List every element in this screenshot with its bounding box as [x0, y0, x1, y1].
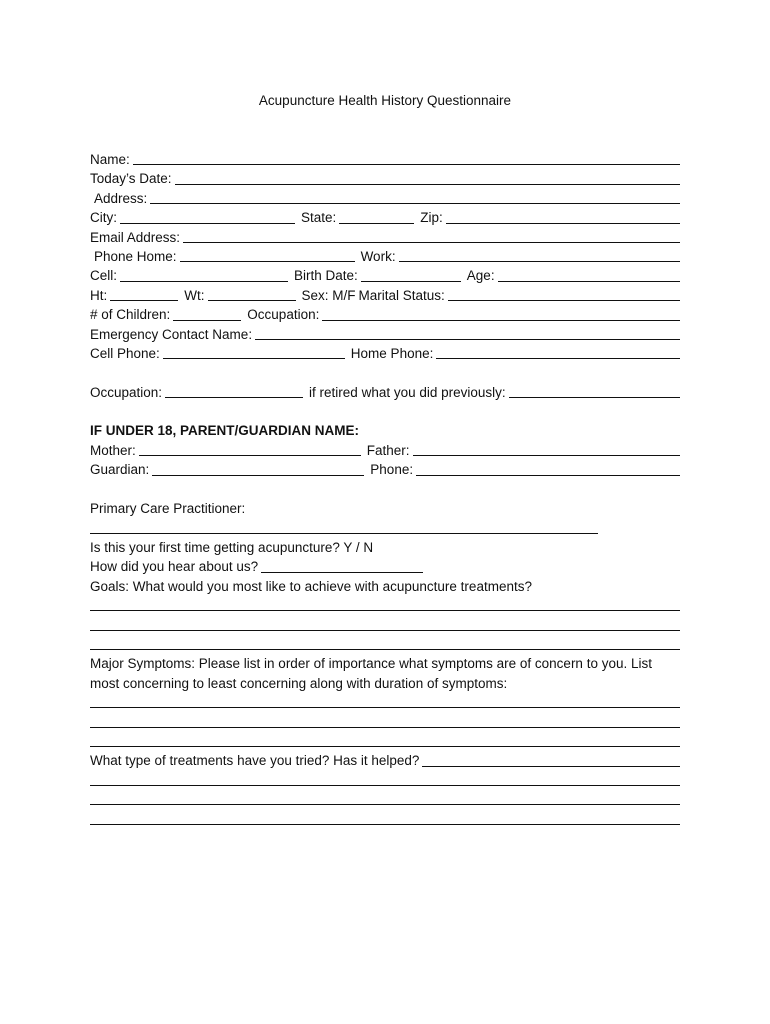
sex-label: Sex: M/F [301, 287, 356, 303]
marital-status-label: Marital Status: [358, 287, 445, 303]
goals-line-3[interactable] [90, 636, 680, 650]
email-line[interactable] [183, 229, 680, 243]
state-line[interactable] [339, 210, 414, 224]
hear-about-row [90, 557, 680, 576]
guardian-line[interactable] [152, 462, 364, 476]
mother-label: Mother: [90, 442, 136, 458]
name-label: Name: [90, 152, 130, 167]
goals-line-2[interactable] [90, 617, 680, 631]
home-phone-label: Home Phone: [350, 345, 434, 361]
emergency-contact-line[interactable] [255, 326, 680, 340]
zip-label: Zip: [420, 210, 443, 226]
home-phone-line[interactable] [436, 345, 680, 359]
wt-line[interactable] [208, 287, 296, 301]
first-time-row [90, 538, 680, 557]
hear-about-label: How did you hear about us? [90, 559, 259, 575]
marital-status-line[interactable] [448, 287, 680, 301]
wt-label: Wt: [184, 287, 205, 303]
symptoms-line-2[interactable] [90, 714, 680, 728]
cell-phone-row [90, 344, 680, 363]
occupation2-row [90, 383, 680, 402]
goals-row [90, 577, 680, 596]
hear-about-line[interactable] [261, 559, 423, 573]
guardian-row [90, 460, 680, 479]
occupation2-label: Occupation: [90, 384, 163, 400]
primary-care-line[interactable] [90, 520, 598, 534]
todays-date-label: Today’s Date: [90, 171, 172, 187]
symptoms-line-1[interactable] [90, 694, 680, 708]
first-time-label: Is this your first time getting acupuncture? Y / N [90, 539, 374, 555]
treatments-row [90, 751, 680, 770]
work-line[interactable] [399, 248, 680, 262]
goals-label: Goals: What would you most like to achieve with acupuncture treatments? [90, 578, 532, 594]
retired-line[interactable] [509, 384, 680, 398]
phone-line[interactable] [416, 462, 680, 476]
birth-date-line[interactable] [361, 268, 461, 282]
mother-line[interactable] [139, 442, 361, 456]
treatments-label: What type of treatments have you tried? Has it helped? [90, 753, 420, 769]
cell-row [90, 266, 680, 285]
symptoms-label-2: most concerning to least concerning along with duration of symptoms: [90, 675, 508, 691]
email-label: Email Address: [90, 229, 181, 245]
name-row [90, 150, 680, 169]
age-line[interactable] [498, 268, 680, 282]
state-label: State: [301, 210, 337, 226]
children-row [90, 305, 680, 324]
occupation-label: Occupation: [247, 307, 320, 323]
children-line[interactable] [173, 307, 241, 321]
email-row [90, 228, 680, 247]
document-title: Acupuncture Health History Questionnaire [258, 93, 512, 108]
symptoms-row-1 [90, 654, 680, 673]
occupation-line[interactable] [322, 307, 680, 321]
city-label: City: [90, 210, 117, 226]
symptoms-line-3[interactable] [90, 733, 680, 747]
birth-date-label: Birth Date: [294, 268, 358, 284]
children-label: # of Children: [90, 307, 171, 323]
ht-wt-row [90, 286, 680, 305]
father-line[interactable] [413, 442, 680, 456]
todays-date-row [90, 169, 680, 188]
retired-label: if retired what you did previously: [309, 384, 506, 400]
form-fields [90, 150, 680, 829]
goals-line-1[interactable] [90, 597, 680, 611]
cell-phone-label: Cell Phone: [90, 345, 160, 361]
phone-home-label: Phone Home: [94, 248, 177, 264]
phone-label: Phone: [370, 462, 414, 478]
phone-home-row [90, 247, 680, 266]
age-label: Age: [466, 268, 495, 284]
treatments-line[interactable] [422, 753, 680, 767]
ht-label: Ht: [90, 287, 108, 303]
todays-date-line[interactable] [175, 171, 680, 185]
guardian-label: Guardian: [90, 462, 150, 478]
zip-line[interactable] [446, 210, 680, 224]
work-label: Work: [360, 248, 396, 264]
under18-row [90, 421, 680, 440]
under18-heading: IF UNDER 18, PARENT/GUARDIAN NAME: [90, 423, 360, 439]
mother-row [90, 441, 680, 460]
treatments-line-3[interactable] [90, 811, 680, 825]
primary-care-line-row [90, 518, 680, 537]
ht-line[interactable] [110, 287, 178, 301]
occupation2-line[interactable] [165, 384, 303, 398]
emergency-contact-label: Emergency Contact Name: [90, 326, 253, 342]
symptoms-row-2 [90, 674, 680, 693]
address-label: Address: [94, 190, 148, 206]
address-line[interactable] [150, 190, 680, 204]
primary-care-label: Primary Care Practitioner: [90, 501, 246, 517]
address-row [90, 189, 680, 208]
primary-care-row [90, 499, 680, 518]
father-label: Father: [366, 442, 410, 458]
cell-phone-line[interactable] [163, 345, 345, 359]
cell-label: Cell: [90, 268, 118, 284]
symptoms-label-1: Major Symptoms: Please list in order of importance what symptoms are of concern to you. List [90, 656, 652, 672]
treatments-line-2[interactable] [90, 791, 680, 805]
city-line[interactable] [120, 210, 295, 224]
treatments-line-1[interactable] [90, 772, 680, 786]
name-line[interactable] [133, 151, 680, 165]
cell-line[interactable] [120, 268, 288, 282]
phone-home-line[interactable] [180, 248, 355, 262]
city-row [90, 208, 680, 227]
emergency-contact-row [90, 325, 680, 344]
